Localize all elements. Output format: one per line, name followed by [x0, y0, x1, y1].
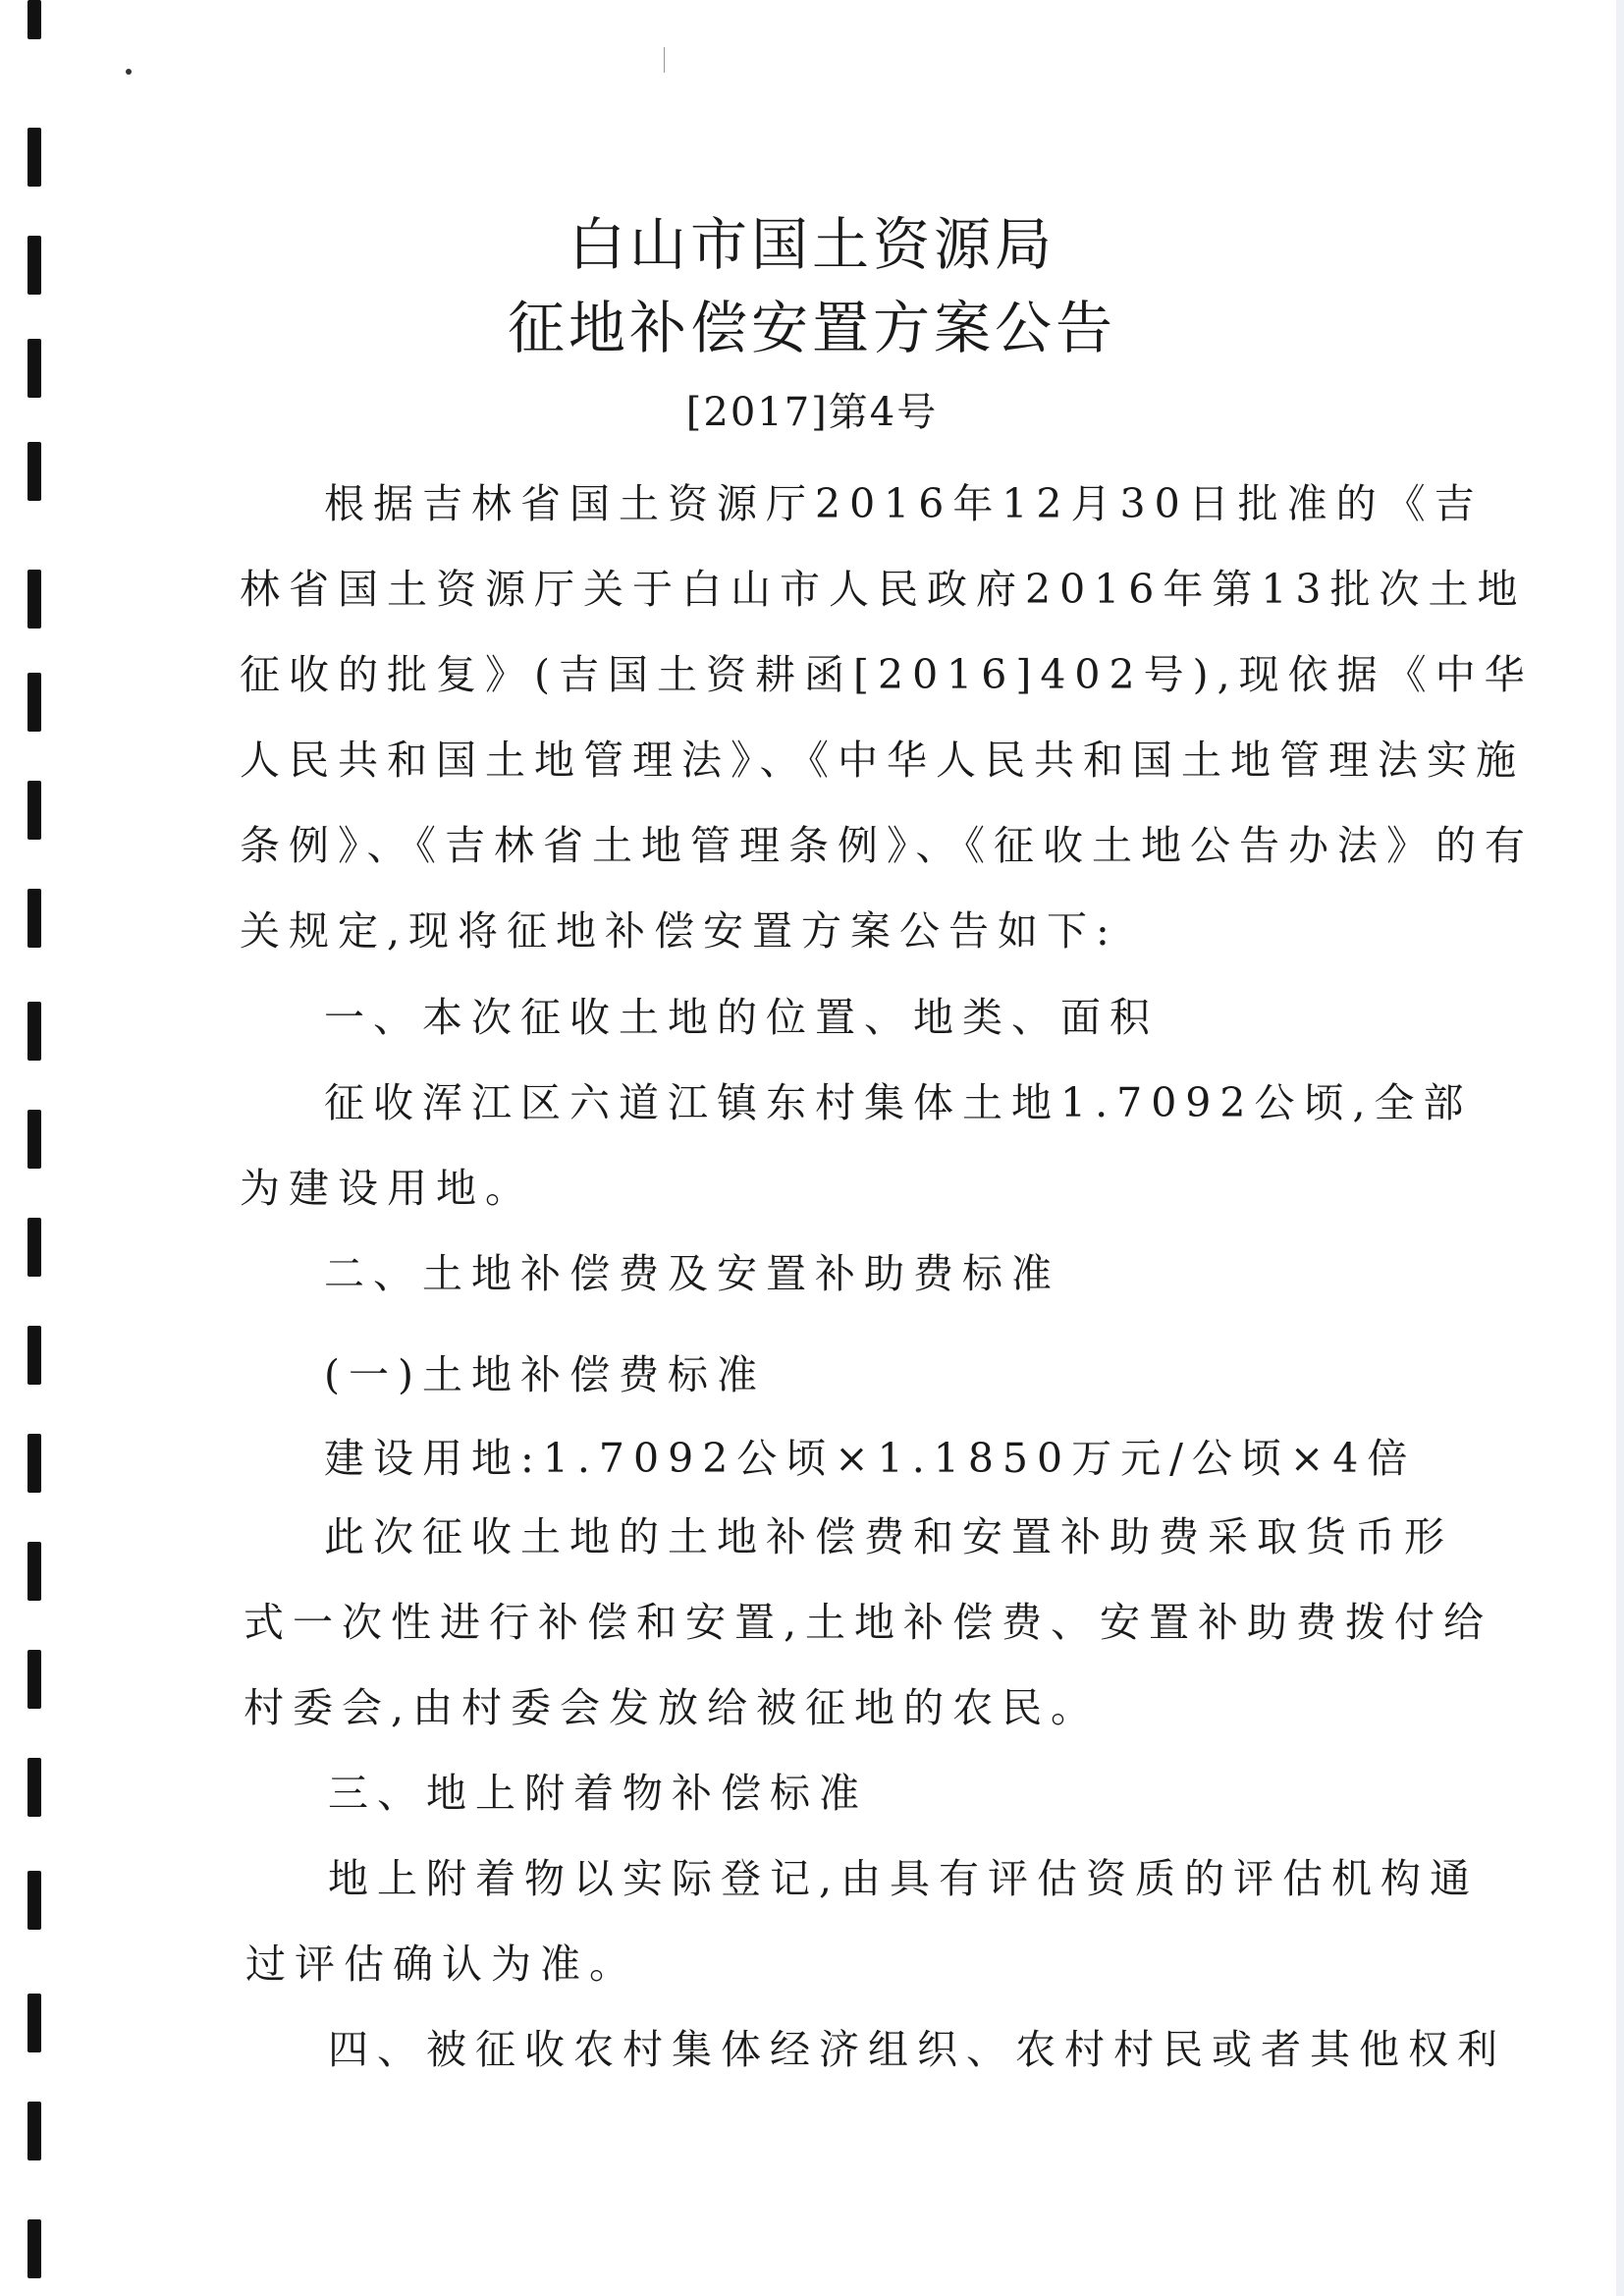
scan-speck [664, 47, 665, 73]
body-line: 征收的批复》(吉国土资耕函[2016]402号),现依据《中华 [240, 651, 1534, 698]
binding-hole-mark [27, 1758, 41, 1817]
scan-speck [126, 69, 132, 75]
binding-hole-mark [27, 2102, 41, 2160]
binding-hole-mark [27, 1326, 41, 1385]
body-line: 征收浑江区六道江镇东村集体土地1.7092公顷,全部 [324, 1079, 1473, 1126]
body-line: 村委会,由村委会发放给被征地的农民。 [244, 1684, 1101, 1731]
document-title-line1: 白山市国土资源局 [568, 211, 1056, 278]
body-line: 为建设用地。 [240, 1165, 534, 1212]
binding-hole-mark [27, 1871, 41, 1930]
binding-hole-mark [27, 673, 41, 732]
body-line: 过评估确认为准。 [245, 1941, 638, 1988]
binding-hole-mark [27, 889, 41, 948]
binding-hole-mark [27, 781, 41, 840]
binding-hole-mark [27, 442, 41, 501]
binding-hole-mark [27, 1650, 41, 1709]
section-heading: 四、被征收农村集体经济组织、农村村民或者其他权利 [328, 2026, 1506, 2073]
binding-hole-mark [27, 2219, 41, 2278]
body-line: 关规定,现将征地补偿安置方案公告如下: [240, 907, 1118, 955]
binding-hole-mark [27, 1994, 41, 2052]
binding-hole-mark [27, 1002, 41, 1061]
binding-hole-mark [27, 128, 41, 187]
document-title-line2: 征地补偿安置方案公告 [507, 295, 1116, 361]
section-heading: 二、土地补偿费及安置补助费标准 [324, 1250, 1060, 1297]
section-heading: 一、本次征收土地的位置、地类、面积 [324, 994, 1159, 1041]
binding-hole-mark [27, 1218, 41, 1277]
body-line: 人民共和国土地管理法》、《中华人民共和国土地管理法实施 [240, 737, 1525, 784]
subsection-heading: (一)土地补偿费标准 [324, 1351, 766, 1398]
binding-hole-mark [27, 1542, 41, 1601]
section-heading: 三、地上附着物补偿标准 [328, 1770, 868, 1817]
body-line: 此次征收土地的土地补偿费和安置补助费采取货币形 [324, 1513, 1453, 1560]
formula-line: 建设用地:1.7092公顷×1.1850万元/公顷×4倍 [324, 1435, 1417, 1482]
body-line: 式一次性进行补偿和安置,土地补偿费、安置补助费拨付给 [244, 1599, 1493, 1646]
document-number: [2017]第4号 [685, 390, 939, 435]
binding-hole-mark [27, 570, 41, 629]
body-line: 条例》、《吉林省土地管理条例》、《征收土地公告办法》的有 [240, 822, 1534, 869]
body-line: 根据吉林省国土资源厅2016年12月30日批准的《吉 [324, 480, 1484, 527]
body-line: 林省国土资源厅关于白山市人民政府2016年第13批次土地 [240, 566, 1527, 613]
body-line: 地上附着物以实际登记,由具有评估资质的评估机构通 [328, 1855, 1480, 1902]
binding-hole-mark [27, 1110, 41, 1169]
binding-hole-mark [27, 1434, 41, 1493]
binding-hole-mark [27, 0, 41, 39]
